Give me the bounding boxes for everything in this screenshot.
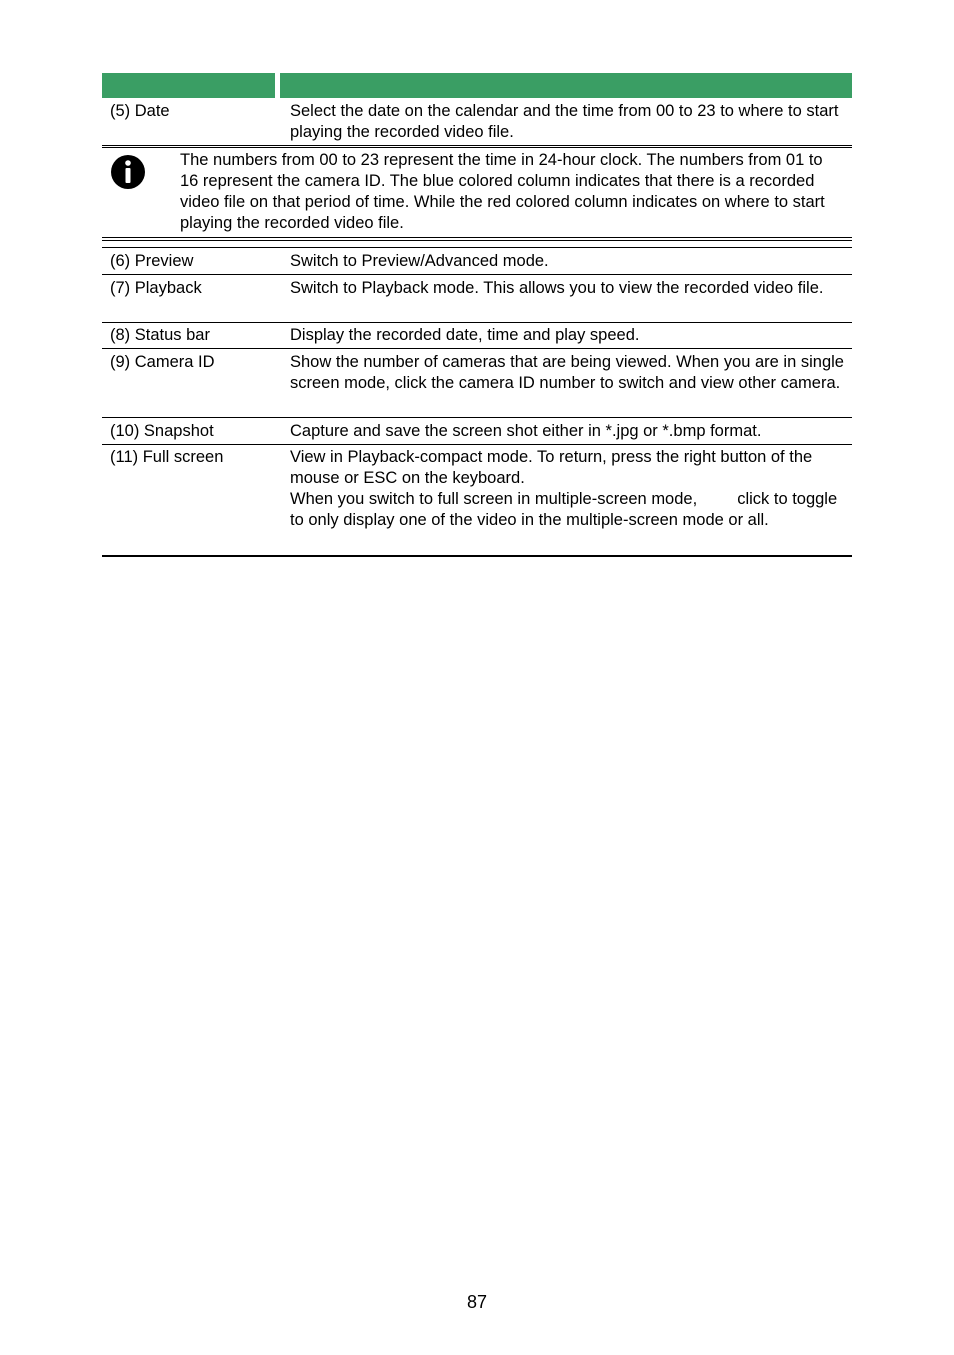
header-cell-description: [280, 73, 852, 98]
row-description: Display the recorded date, time and play speed.: [290, 326, 640, 344]
divider: [102, 237, 852, 238]
row-description-text: click to toggle to only display one of the video in the multiple-screen mode or all.: [290, 490, 838, 529]
page-number: 87: [466, 1292, 488, 1312]
row-description-text: When you switch to full screen in multiple-screen mode,: [290, 490, 698, 508]
row-description: [290, 447, 850, 531]
divider: [102, 247, 852, 248]
table-row-preview: [102, 251, 852, 275]
table-row-date: [102, 101, 852, 145]
row-description-paragraph: View in Playback-compact mode. To return, press the right button of the mouse or ESC on the keyboard.: [290, 448, 813, 487]
info-note-text: The numbers from 00 to 23 represent the time in 24-hour clock. The numbers from 01 to 16 represent the camera ID. The blue colored column indicates that there is a recorded video file on that period of time. While the red colored column indicates on where to start playing the recorded video file.: [180, 151, 825, 232]
row-term: (11) Full screen: [110, 448, 224, 466]
table-header: [102, 73, 852, 98]
row-term: (6) Preview: [110, 252, 194, 270]
divider: [102, 348, 852, 349]
divider: [102, 322, 852, 323]
row-term: (7) Playback: [110, 279, 202, 297]
info-icon: [110, 154, 146, 190]
divider: [102, 444, 852, 445]
row-description: Capture and save the screen shot either in *.jpg or *.bmp format.: [290, 422, 762, 440]
table-row-playback: [102, 278, 852, 322]
row-description: Switch to Preview/Advanced mode.: [290, 252, 549, 270]
divider: [102, 240, 852, 241]
row-term: (8) Status bar: [110, 326, 210, 344]
table-row-snapshot: [102, 421, 852, 445]
row-term: (9) Camera ID: [110, 353, 215, 371]
row-description: Switch to Playback mode. This allows you to view the recorded video file.: [290, 279, 824, 297]
row-description: Show the number of cameras that are being viewed. When you are in single screen mode, click the camera ID number to switch and view other camera.: [290, 353, 844, 392]
table-row-status-bar: [102, 325, 852, 349]
table-bottom-border: [102, 555, 852, 557]
divider: [102, 417, 852, 418]
table-row-full-screen: [102, 447, 852, 555]
info-note: [102, 146, 852, 238]
divider: [102, 274, 852, 275]
row-description: Select the date on the calendar and the time from 00 to 23 to where to start playing the recorded video file.: [290, 102, 839, 141]
row-description-paragraph: [290, 489, 850, 531]
header-cell-term: [102, 73, 275, 98]
table-row-camera-id: [102, 352, 852, 416]
row-term: (5) Date: [110, 102, 170, 120]
row-term: (10) Snapshot: [110, 422, 214, 440]
